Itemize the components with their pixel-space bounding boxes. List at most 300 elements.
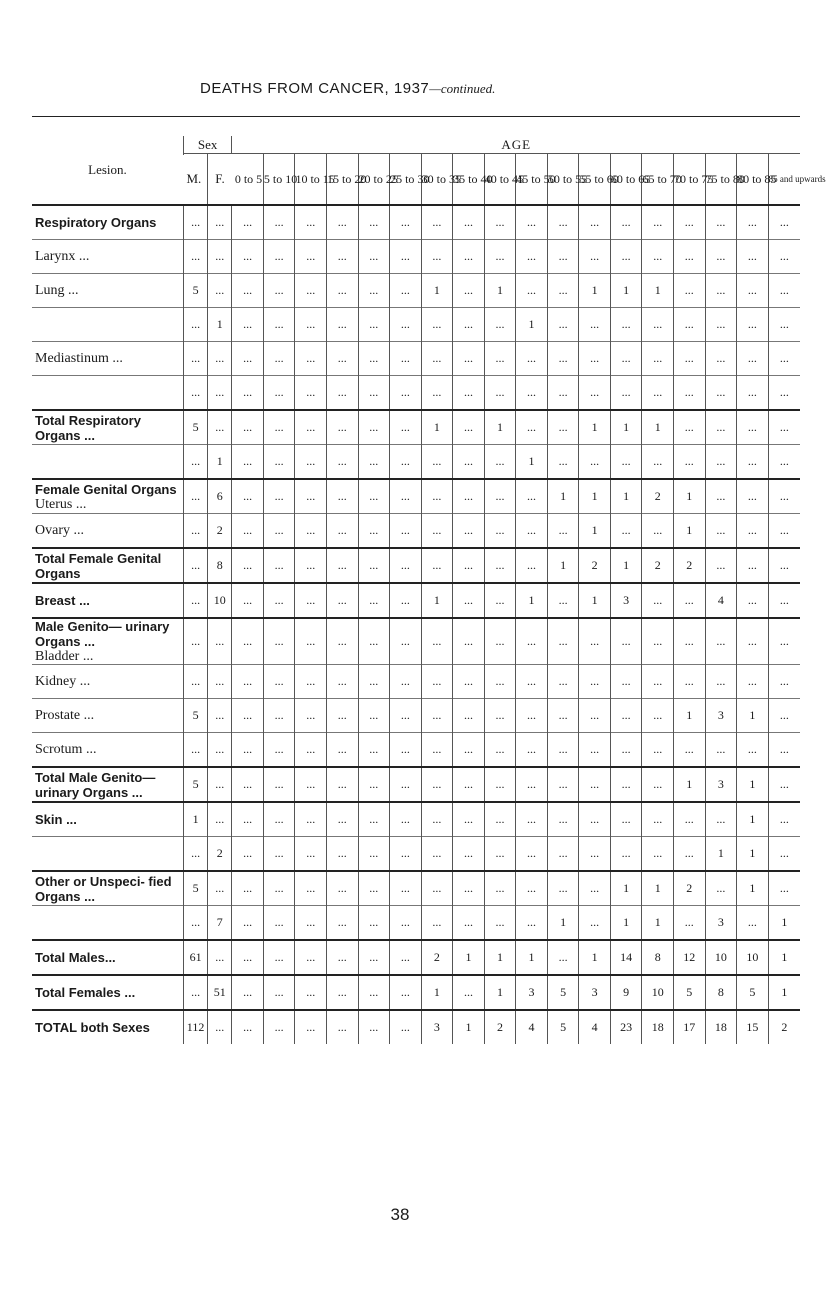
age-group-header: 30 to 35: [421, 154, 453, 206]
age-count-cell: ...: [737, 240, 769, 274]
age-count-cell: ...: [547, 376, 579, 411]
female-count-cell: ...: [208, 733, 232, 768]
age-count-cell: ...: [674, 733, 706, 768]
female-count-cell: ...: [208, 342, 232, 376]
page-title: [200, 80, 760, 97]
age-count-cell: 18: [642, 1010, 674, 1044]
age-count-cell: ...: [232, 906, 264, 941]
age-count-cell: ...: [453, 733, 485, 768]
age-count-cell: 5: [547, 1010, 579, 1044]
age-count-cell: ...: [547, 802, 579, 837]
table-row: [32, 308, 800, 342]
age-count-cell: ...: [390, 548, 422, 583]
age-count-cell: ...: [547, 837, 579, 872]
age-count-cell: ...: [453, 410, 485, 445]
age-count-cell: ...: [232, 410, 264, 445]
age-count-cell: ...: [705, 733, 737, 768]
age-count-cell: ...: [263, 410, 295, 445]
age-count-cell: 17: [674, 1010, 706, 1044]
age-count-cell: ...: [705, 274, 737, 308]
age-count-cell: 1: [674, 514, 706, 549]
age-count-cell: ...: [263, 767, 295, 802]
age-count-cell: ...: [390, 514, 422, 549]
age-count-cell: ...: [768, 802, 800, 837]
age-count-cell: ...: [295, 479, 327, 514]
age-count-cell: 1: [737, 871, 769, 906]
age-count-cell: ...: [547, 699, 579, 733]
age-count-cell: ...: [232, 802, 264, 837]
age-count-cell: ...: [421, 205, 453, 240]
lesion-cell: [32, 548, 183, 583]
lesion-category: Total Female Genital Organs: [35, 550, 162, 581]
age-count-cell: ...: [642, 733, 674, 768]
age-count-cell: ...: [737, 410, 769, 445]
age-count-cell: ...: [453, 975, 485, 1010]
age-count-cell: ...: [390, 699, 422, 733]
age-count-cell: ...: [295, 665, 327, 699]
age-count-cell: 1: [737, 837, 769, 872]
age-count-cell: ...: [768, 308, 800, 342]
age-count-cell: ...: [326, 240, 358, 274]
age-count-cell: ...: [358, 240, 390, 274]
lesion-cell: [32, 975, 183, 1010]
male-column-header: M.: [183, 154, 207, 206]
table-row: [32, 342, 800, 376]
lesion-cell: [32, 699, 183, 733]
age-count-cell: ...: [358, 548, 390, 583]
age-count-cell: ...: [579, 342, 611, 376]
male-count-cell: 5: [183, 699, 207, 733]
age-count-cell: ...: [484, 342, 516, 376]
age-count-cell: ...: [232, 699, 264, 733]
female-count-cell: 2: [208, 837, 232, 872]
age-count-cell: ...: [295, 1010, 327, 1044]
age-count-cell: ...: [390, 342, 422, 376]
lesion-cell: [32, 240, 183, 274]
age-count-cell: ...: [642, 240, 674, 274]
age-group-header: 65 to 70: [642, 154, 674, 206]
age-count-cell: ...: [453, 583, 485, 618]
age-count-cell: ...: [295, 906, 327, 941]
lesion-cell: [32, 479, 183, 514]
age-count-cell: ...: [768, 733, 800, 768]
age-count-cell: ...: [326, 1010, 358, 1044]
age-count-cell: ...: [547, 342, 579, 376]
table-row: [32, 583, 800, 618]
age-count-cell: ...: [358, 837, 390, 872]
age-count-cell: ...: [232, 665, 264, 699]
age-group-header: 55 to 60: [579, 154, 611, 206]
age-count-cell: ...: [674, 802, 706, 837]
age-count-cell: ...: [295, 548, 327, 583]
age-count-cell: ...: [358, 342, 390, 376]
lesion-cell: [32, 1010, 183, 1044]
age-count-cell: ...: [737, 308, 769, 342]
age-count-cell: 1: [610, 410, 642, 445]
lesion-category: Skin ...: [35, 812, 77, 827]
lesion-label: Prostate ...: [35, 708, 95, 723]
age-count-cell: ...: [579, 733, 611, 768]
age-count-cell: 1: [484, 975, 516, 1010]
age-count-cell: ...: [453, 479, 485, 514]
age-count-cell: ...: [263, 699, 295, 733]
age-count-cell: ...: [516, 205, 548, 240]
age-count-cell: ...: [295, 699, 327, 733]
age-count-cell: ...: [484, 548, 516, 583]
age-count-cell: ...: [421, 699, 453, 733]
age-count-cell: ...: [642, 699, 674, 733]
table-row: [32, 665, 800, 699]
age-count-cell: ...: [358, 975, 390, 1010]
age-count-cell: 1: [453, 940, 485, 975]
age-count-cell: ...: [295, 240, 327, 274]
male-count-cell: ...: [183, 342, 207, 376]
age-count-cell: 1: [674, 767, 706, 802]
age-count-cell: ...: [390, 376, 422, 411]
age-count-cell: ...: [421, 906, 453, 941]
lesion-cell: [32, 906, 183, 941]
age-count-cell: 1: [768, 975, 800, 1010]
age-count-cell: ...: [516, 548, 548, 583]
age-count-cell: ...: [579, 767, 611, 802]
age-count-cell: ...: [453, 871, 485, 906]
age-count-cell: 2: [674, 548, 706, 583]
age-count-cell: ...: [737, 514, 769, 549]
age-count-cell: ...: [737, 479, 769, 514]
age-count-cell: ...: [610, 205, 642, 240]
age-count-cell: ...: [547, 940, 579, 975]
age-count-cell: ...: [326, 342, 358, 376]
age-count-cell: ...: [358, 205, 390, 240]
age-count-cell: ...: [295, 837, 327, 872]
age-count-cell: ...: [768, 618, 800, 665]
age-count-cell: ...: [390, 205, 422, 240]
age-count-cell: 1: [674, 479, 706, 514]
age-count-cell: ...: [547, 871, 579, 906]
age-count-cell: ...: [421, 733, 453, 768]
age-count-cell: ...: [705, 514, 737, 549]
male-count-cell: ...: [183, 975, 207, 1010]
table-row: [32, 274, 800, 308]
age-count-cell: ...: [453, 445, 485, 480]
age-count-cell: ...: [295, 767, 327, 802]
age-count-cell: ...: [326, 308, 358, 342]
age-count-cell: ...: [390, 837, 422, 872]
age-count-cell: ...: [263, 906, 295, 941]
age-count-cell: ...: [579, 308, 611, 342]
age-count-cell: 1: [421, 975, 453, 1010]
age-count-cell: ...: [326, 699, 358, 733]
age-count-cell: ...: [232, 445, 264, 480]
age-count-cell: 1: [642, 274, 674, 308]
age-count-cell: ...: [547, 240, 579, 274]
age-count-cell: ...: [547, 445, 579, 480]
age-count-cell: ...: [768, 548, 800, 583]
age-count-cell: ...: [263, 548, 295, 583]
table-row: [32, 376, 800, 411]
age-count-cell: 2: [642, 548, 674, 583]
age-count-cell: ...: [547, 767, 579, 802]
age-count-cell: ...: [390, 733, 422, 768]
age-count-cell: ...: [484, 583, 516, 618]
age-count-cell: ...: [610, 342, 642, 376]
age-count-cell: ...: [516, 733, 548, 768]
age-count-cell: 1: [610, 274, 642, 308]
lesion-category: Female Genital Organs: [35, 481, 177, 497]
age-count-cell: ...: [421, 767, 453, 802]
age-count-cell: ...: [579, 376, 611, 411]
male-count-cell: ...: [183, 906, 207, 941]
age-count-cell: ...: [295, 871, 327, 906]
age-count-cell: 4: [579, 1010, 611, 1044]
age-count-cell: ...: [674, 583, 706, 618]
age-count-cell: ...: [674, 445, 706, 480]
lesion-cell: [32, 308, 183, 342]
age-count-cell: ...: [737, 205, 769, 240]
table-row: [32, 205, 800, 240]
age-count-cell: ...: [579, 871, 611, 906]
age-count-cell: ...: [326, 618, 358, 665]
age-count-cell: 1: [705, 837, 737, 872]
age-group-header: 20 to 25: [358, 154, 390, 206]
age-count-cell: 18: [705, 1010, 737, 1044]
table-row: [32, 240, 800, 274]
age-count-cell: ...: [579, 205, 611, 240]
age-count-cell: ...: [390, 871, 422, 906]
age-count-cell: 1: [547, 479, 579, 514]
age-count-cell: ...: [358, 410, 390, 445]
age-count-cell: 1: [484, 940, 516, 975]
age-count-cell: ...: [390, 940, 422, 975]
age-count-cell: ...: [263, 665, 295, 699]
age-count-cell: ...: [642, 376, 674, 411]
age-count-cell: 15: [737, 1010, 769, 1044]
age-count-cell: ...: [610, 240, 642, 274]
age-count-cell: ...: [232, 975, 264, 1010]
age-group-header: 40 to 45: [484, 154, 516, 206]
age-count-cell: ...: [326, 410, 358, 445]
age-count-cell: ...: [579, 906, 611, 941]
age-count-cell: ...: [263, 940, 295, 975]
age-count-cell: ...: [421, 445, 453, 480]
age-count-cell: ...: [579, 699, 611, 733]
age-count-cell: ...: [705, 665, 737, 699]
age-count-cell: ...: [484, 871, 516, 906]
table-row: [32, 1010, 800, 1044]
age-count-cell: 1: [547, 906, 579, 941]
female-count-cell: ...: [208, 205, 232, 240]
age-count-cell: ...: [421, 802, 453, 837]
age-group-header: 10 to 15: [295, 154, 327, 206]
lesion-category: Other or Unspeci- fied Organs ...: [35, 873, 172, 904]
table-row: [32, 802, 800, 837]
age-count-cell: 5: [674, 975, 706, 1010]
lesion-label: Kidney ...: [35, 674, 91, 689]
age-count-cell: ...: [547, 618, 579, 665]
age-count-cell: ...: [547, 583, 579, 618]
age-count-cell: 2: [674, 871, 706, 906]
age-count-cell: ...: [547, 274, 579, 308]
age-count-cell: ...: [516, 767, 548, 802]
age-count-cell: ...: [232, 205, 264, 240]
male-count-cell: ...: [183, 665, 207, 699]
age-count-cell: ...: [484, 240, 516, 274]
table-row: [32, 699, 800, 733]
age-count-cell: ...: [516, 837, 548, 872]
age-count-cell: ...: [326, 445, 358, 480]
table-row: [32, 767, 800, 802]
age-count-cell: ...: [768, 274, 800, 308]
female-count-cell: ...: [208, 376, 232, 411]
age-count-cell: ...: [295, 618, 327, 665]
age-count-cell: 1: [610, 871, 642, 906]
age-count-cell: ...: [484, 308, 516, 342]
age-count-cell: ...: [737, 583, 769, 618]
lesion-cell: [32, 342, 183, 376]
age-count-cell: ...: [358, 274, 390, 308]
age-count-cell: ...: [295, 342, 327, 376]
age-count-cell: ...: [737, 376, 769, 411]
age-count-cell: ...: [768, 376, 800, 411]
age-count-cell: 10: [642, 975, 674, 1010]
age-count-cell: ...: [453, 342, 485, 376]
age-count-cell: 1: [737, 802, 769, 837]
age-count-cell: 3: [421, 1010, 453, 1044]
age-count-cell: 3: [705, 699, 737, 733]
age-group-header: 0 to 5: [234, 171, 263, 186]
age-count-cell: ...: [705, 618, 737, 665]
age-count-cell: ...: [674, 410, 706, 445]
age-count-cell: ...: [768, 445, 800, 480]
female-count-cell: ...: [208, 767, 232, 802]
age-count-cell: ...: [421, 871, 453, 906]
age-count-cell: ...: [358, 583, 390, 618]
age-count-cell: 1: [610, 548, 642, 583]
female-count-cell: 1: [208, 445, 232, 480]
age-count-cell: ...: [579, 665, 611, 699]
age-count-cell: ...: [516, 802, 548, 837]
age-count-cell: ...: [579, 802, 611, 837]
age-count-cell: ...: [358, 940, 390, 975]
male-count-cell: ...: [183, 548, 207, 583]
male-count-cell: ...: [183, 837, 207, 872]
table-row: [32, 837, 800, 872]
age-count-cell: ...: [737, 618, 769, 665]
age-count-cell: ...: [484, 699, 516, 733]
age-count-cell: ...: [390, 975, 422, 1010]
age-count-cell: ...: [232, 837, 264, 872]
age-count-cell: 4: [516, 1010, 548, 1044]
age-count-cell: ...: [232, 733, 264, 768]
age-count-cell: ...: [610, 618, 642, 665]
age-count-cell: 2: [579, 548, 611, 583]
age-count-cell: ...: [326, 376, 358, 411]
age-count-cell: ...: [358, 665, 390, 699]
age-count-cell: 1: [516, 308, 548, 342]
female-count-cell: ...: [208, 410, 232, 445]
age-count-cell: ...: [484, 618, 516, 665]
age-count-cell: ...: [326, 940, 358, 975]
age-count-cell: ...: [295, 733, 327, 768]
age-count-cell: 10: [737, 940, 769, 975]
female-count-cell: ...: [208, 1010, 232, 1044]
age-count-cell: ...: [232, 583, 264, 618]
age-count-cell: ...: [484, 733, 516, 768]
age-count-cell: ...: [516, 274, 548, 308]
age-count-cell: ...: [642, 837, 674, 872]
age-count-cell: ...: [421, 342, 453, 376]
age-count-cell: ...: [358, 767, 390, 802]
age-count-cell: ...: [326, 583, 358, 618]
age-count-cell: ...: [421, 665, 453, 699]
age-group-header: 70 to 75: [674, 154, 706, 206]
age-count-cell: 1: [579, 479, 611, 514]
age-count-cell: ...: [263, 733, 295, 768]
age-count-cell: 9: [610, 975, 642, 1010]
sex-column-header: Sex: [183, 136, 231, 154]
age-group-header: 15 to 20: [326, 154, 358, 206]
age-count-cell: ...: [232, 479, 264, 514]
age-count-cell: ...: [326, 548, 358, 583]
age-count-cell: ...: [642, 665, 674, 699]
age-count-cell: 1: [642, 871, 674, 906]
age-count-cell: ...: [642, 342, 674, 376]
age-count-cell: ...: [453, 837, 485, 872]
age-count-cell: ...: [390, 445, 422, 480]
age-count-cell: ...: [674, 906, 706, 941]
age-count-cell: 2: [642, 479, 674, 514]
age-count-cell: ...: [547, 410, 579, 445]
cancer-deaths-table: [32, 136, 826, 1044]
age-count-cell: ...: [295, 975, 327, 1010]
age-count-cell: ...: [358, 514, 390, 549]
male-count-cell: 1: [183, 802, 207, 837]
age-count-cell: ...: [358, 376, 390, 411]
lesion-cell: [32, 665, 183, 699]
age-count-cell: 14: [610, 940, 642, 975]
age-count-cell: ...: [358, 479, 390, 514]
lesion-cell: [32, 618, 183, 665]
table-row: [32, 445, 800, 480]
age-count-cell: ...: [263, 274, 295, 308]
age-count-cell: 1: [737, 699, 769, 733]
age-count-cell: 1: [579, 274, 611, 308]
age-count-cell: ...: [768, 665, 800, 699]
male-count-cell: ...: [183, 308, 207, 342]
lesion-cell: [32, 837, 183, 872]
age-count-cell: ...: [421, 514, 453, 549]
age-count-cell: ...: [263, 871, 295, 906]
age-count-cell: 5: [737, 975, 769, 1010]
age-count-cell: ...: [263, 975, 295, 1010]
age-count-cell: 1: [768, 940, 800, 975]
age-count-cell: ...: [326, 733, 358, 768]
age-count-cell: ...: [516, 514, 548, 549]
age-count-cell: ...: [358, 871, 390, 906]
age-count-cell: ...: [516, 376, 548, 411]
age-count-cell: ...: [263, 376, 295, 411]
lesion-category: Breast ...: [35, 593, 90, 608]
lesion-cell: [32, 767, 183, 802]
lesion-label: Uterus ...: [35, 496, 87, 512]
age-count-cell: ...: [484, 802, 516, 837]
age-count-cell: ...: [516, 240, 548, 274]
age-count-cell: ...: [705, 802, 737, 837]
age-count-cell: ...: [705, 308, 737, 342]
table-row: [32, 940, 800, 975]
lesion-label: Scrotum ...: [35, 742, 97, 757]
age-count-cell: 1: [579, 583, 611, 618]
